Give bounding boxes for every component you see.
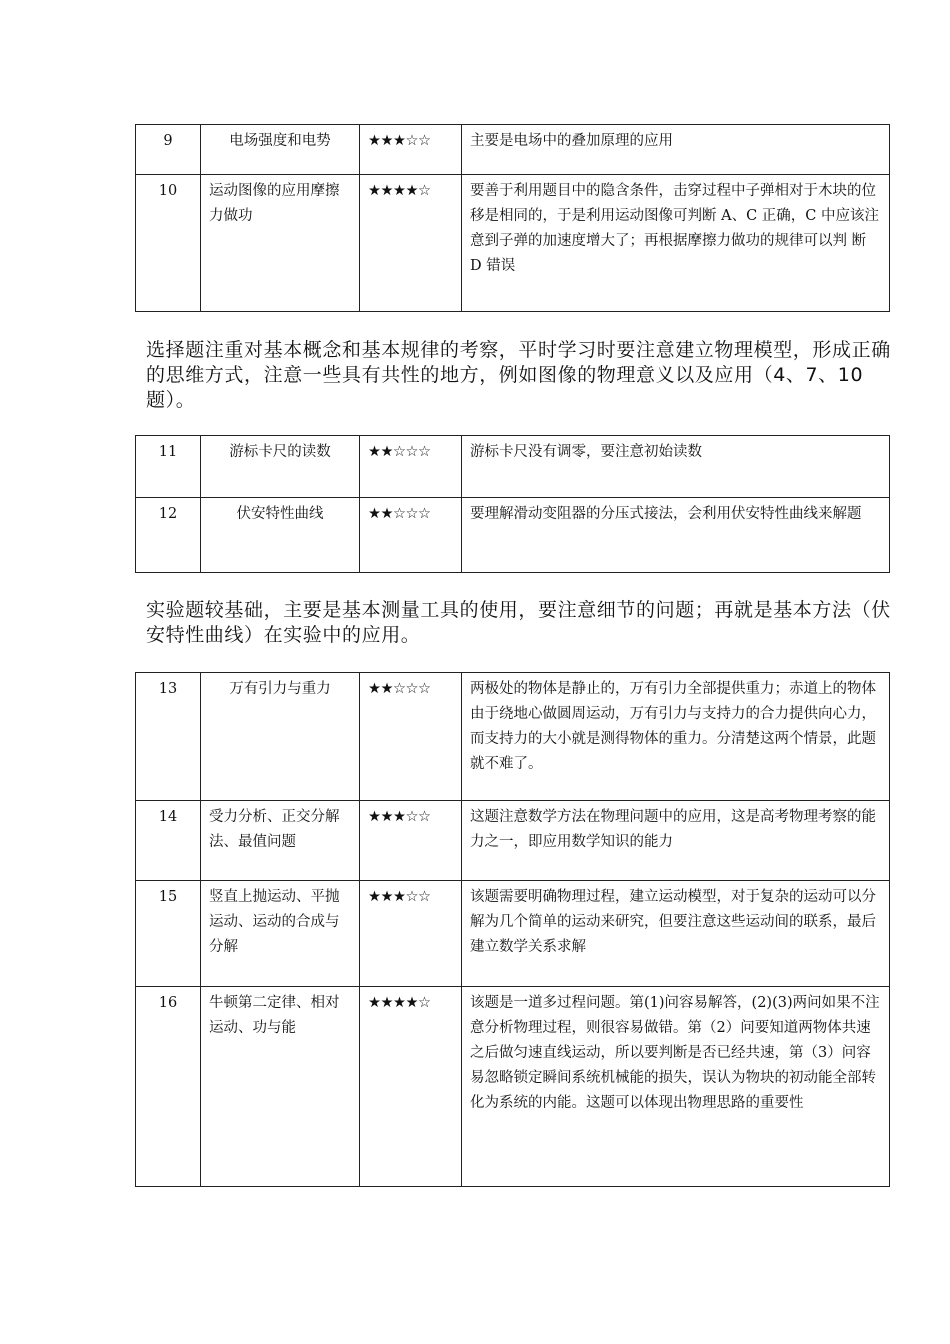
analysis-note: 该题需要明确物理过程，建立运动模型，对于复杂的运动可以分解为几个简单的运动来研究，但要注意这些运动间的联系，最后建立数学关系求解 (462, 881, 890, 987)
summary-paragraph-experiment: 实验题较基础，主要是基本测量工具的使用，要注意细节的问题；再就是基本方法（伏安特性曲线）在实验中的应用。 (146, 599, 891, 646)
difficulty-stars: ★★★☆☆ (360, 801, 462, 881)
table-row (136, 175, 890, 312)
topic-cell: 运动图像的应用摩擦力做功 (201, 175, 360, 312)
analysis-note: 主要是电场中的叠加原理的应用 (462, 125, 890, 175)
question-number: 13 (136, 673, 201, 801)
table-row (136, 801, 890, 881)
topic-cell: 万有引力与重力 (201, 673, 360, 801)
analysis-note: 游标卡尺没有调零，要注意初始读数 (462, 436, 890, 498)
topic-cell: 电场强度和电势 (201, 125, 360, 175)
table-row (136, 987, 890, 1187)
difficulty-stars: ★★☆☆☆ (360, 436, 462, 498)
table-row (136, 125, 890, 175)
topic-cell: 牛顿第二定律、相对运动、功与能 (201, 987, 360, 1187)
difficulty-stars: ★★★☆☆ (360, 881, 462, 987)
difficulty-table-2 (135, 435, 890, 573)
difficulty-stars: ★★★★☆ (360, 175, 462, 312)
topic-cell: 受力分析、正交分解法、最值问题 (201, 801, 360, 881)
summary-paragraph-choice: 选择题注重对基本概念和基本规律的考察，平时学习时要注意建立物理模型，形成正确的思维方式，注意一些具有共性的地方，例如图像的物理意义以及应用（4、7、10题）。 (146, 339, 891, 411)
table-row (136, 881, 890, 987)
topic-cell: 游标卡尺的读数 (201, 436, 360, 498)
difficulty-stars: ★★☆☆☆ (360, 498, 462, 573)
analysis-note: 该题是一道多过程问题。第(1)问容易解答，(2)(3)两问如果不注意分析物理过程，则很容易做错。第（2）问要知道两物体共速之后做匀速直线运动，所以要判断是否已经共速，第（3）问容易忽略锁定瞬间系统机械能的损失，误认为物块的初动能全部转化为系统的内能。这题可以体现出物理思路的重要性 (462, 987, 890, 1187)
table-row (136, 436, 890, 498)
question-number: 11 (136, 436, 201, 498)
analysis-note: 要善于利用题目中的隐含条件，击穿过程中子弹相对于木块的位移是相同的，于是利用运动图像可判断 A、C 正确，C 中应该注意到子弹的加速度增大了；再根据摩擦力做功的规律可以判 断 D 错误 (462, 175, 890, 312)
question-number: 12 (136, 498, 201, 573)
difficulty-table-3 (135, 672, 890, 1187)
question-number: 15 (136, 881, 201, 987)
question-number: 9 (136, 125, 201, 175)
table-row (136, 498, 890, 573)
difficulty-stars: ★★★★☆ (360, 987, 462, 1187)
difficulty-stars: ★★★☆☆ (360, 125, 462, 175)
difficulty-stars: ★★☆☆☆ (360, 673, 462, 801)
analysis-note: 这题注意数学方法在物理问题中的应用，这是高考物理考察的能力之一，即应用数学知识的能力 (462, 801, 890, 881)
analysis-note: 两极处的物体是静止的，万有引力全部提供重力；赤道上的物体由于绕地心做圆周运动，万有引力与支持力的合力提供向心力，而支持力的大小就是测得物体的重力。分清楚这两个情景，此题就不难了。 (462, 673, 890, 801)
topic-cell: 竖直上抛运动、平抛运动、运动的合成与分解 (201, 881, 360, 987)
topic-cell: 伏安特性曲线 (201, 498, 360, 573)
difficulty-table-1 (135, 124, 890, 312)
question-number: 14 (136, 801, 201, 881)
question-number: 16 (136, 987, 201, 1187)
table-row (136, 673, 890, 801)
question-number: 10 (136, 175, 201, 312)
analysis-note: 要理解滑动变阻器的分压式接法，会利用伏安特性曲线来解题 (462, 498, 890, 573)
